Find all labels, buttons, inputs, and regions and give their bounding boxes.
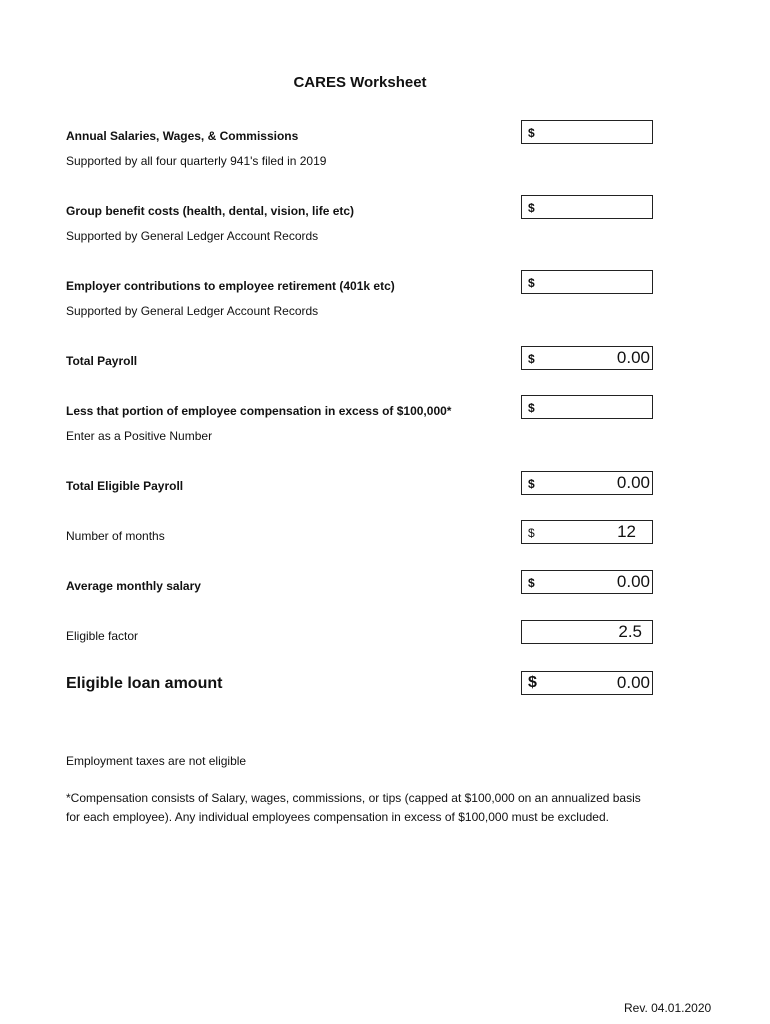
excess-compensation-note: Enter as a Positive Number <box>66 429 213 443</box>
total-eligible-payroll-label: Total Eligible Payroll <box>66 479 184 493</box>
excess-compensation-field[interactable] <box>521 395 653 419</box>
currency-symbol: $ <box>528 526 535 540</box>
retirement-contrib-note: Supported by General Ledger Account Records <box>66 304 319 318</box>
retirement-contrib-field[interactable] <box>521 270 653 294</box>
currency-symbol: $ <box>528 477 535 491</box>
annual-salaries-label: Annual Salaries, Wages, & Commissions <box>66 129 299 143</box>
group-benefit-note: Supported by General Ledger Account Records <box>66 229 319 243</box>
currency-symbol: $ <box>528 201 535 215</box>
eligible-factor-label: Eligible factor <box>66 629 139 643</box>
group-benefit-label: Group benefit costs (health, dental, vision, life etc) <box>66 204 355 218</box>
average-monthly-salary-label: Average monthly salary <box>66 579 201 593</box>
eligible-factor-value: 2.5 <box>618 622 642 641</box>
currency-symbol: $ <box>528 276 535 290</box>
eligible-loan-amount-label: Eligible loan amount <box>66 675 223 692</box>
currency-symbol: $ <box>528 352 535 366</box>
page-title: CARES Worksheet <box>293 74 427 91</box>
annual-salaries-note: Supported by all four quarterly 941's filed in 2019 <box>66 154 327 168</box>
eligible-factor-field <box>521 620 653 644</box>
group-benefit-field[interactable] <box>521 195 653 219</box>
eligible-loan-amount-value: 0.00 <box>616 673 650 692</box>
retirement-contrib-label: Employer contributions to employee retirement (401k etc) <box>66 279 395 293</box>
average-monthly-salary-field <box>521 570 653 594</box>
annual-salaries-field[interactable] <box>521 120 653 144</box>
number-of-months-field[interactable] <box>521 520 653 544</box>
excess-compensation-label: Less that portion of employee compensation in excess of $100,000* <box>66 404 452 418</box>
currency-symbol: $ <box>528 401 535 415</box>
number-of-months-value: 12 <box>617 522 636 541</box>
total-payroll-label: Total Payroll <box>66 354 138 368</box>
currency-symbol: $ <box>528 576 535 590</box>
employment-taxes-note: Employment taxes are not eligible <box>66 754 247 768</box>
total-payroll-value: 0.00 <box>616 348 650 367</box>
total-payroll-field <box>521 346 653 370</box>
currency-symbol: $ <box>528 674 537 691</box>
currency-symbol: $ <box>528 126 535 140</box>
average-monthly-salary-value: 0.00 <box>616 572 650 591</box>
total-eligible-payroll-field <box>521 471 653 495</box>
compensation-footnote: *Compensation consists of Salary, wages, commissions, or tips (capped at $100,000 on an annualized basis for each employee). Any individual employees compensation in excess of $100,000 must be excluded. <box>66 791 641 824</box>
number-of-months-label: Number of months <box>66 529 165 543</box>
revision-label: Rev. 04.01.2020 <box>624 1001 712 1015</box>
total-eligible-payroll-value: 0.00 <box>616 473 650 492</box>
eligible-loan-amount-field <box>521 671 653 695</box>
